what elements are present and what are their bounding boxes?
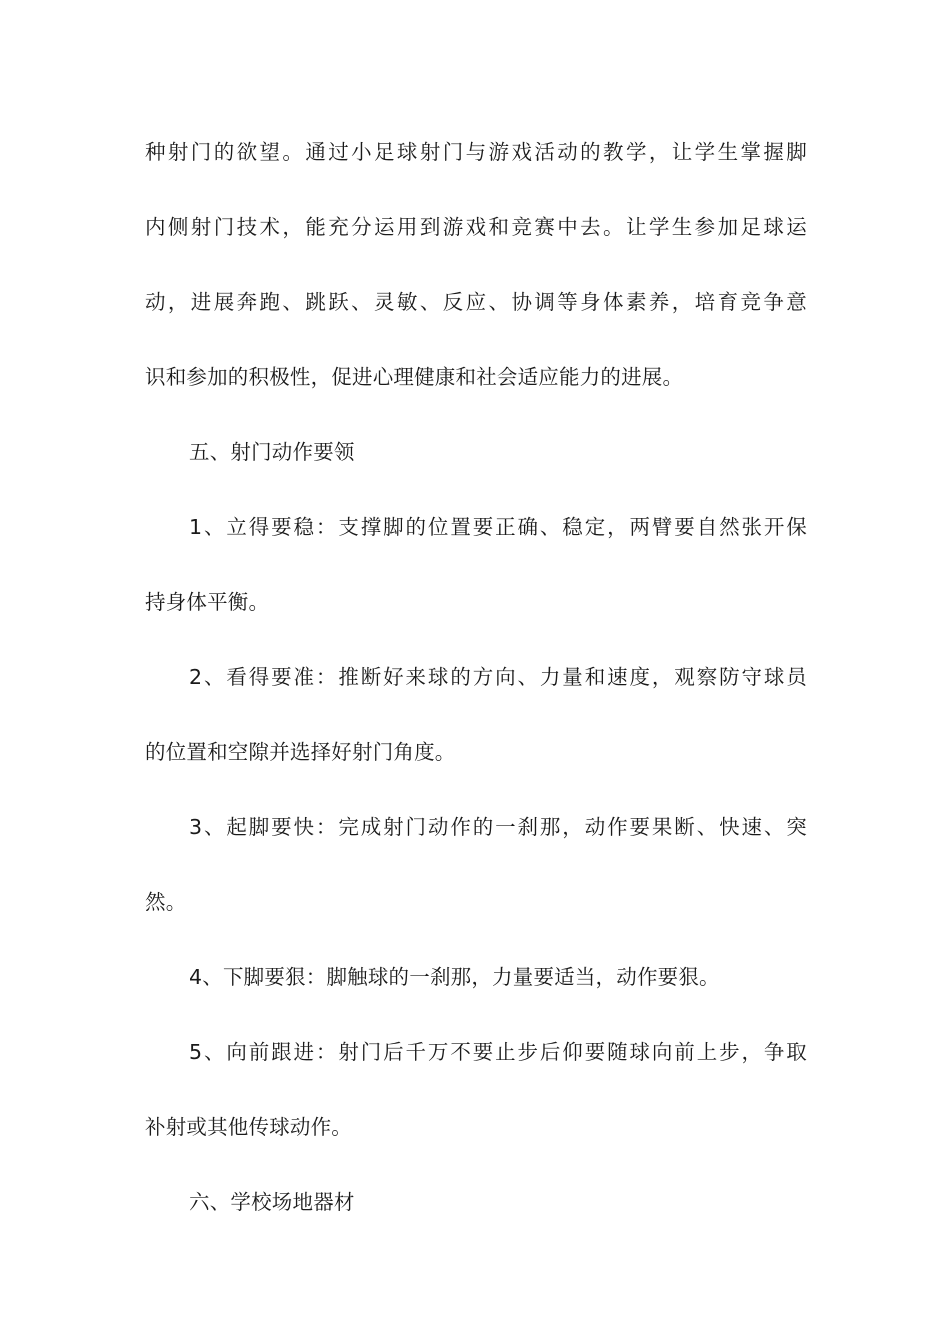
paragraph-line: 种射门的欲望。通过小足球射门与游戏活动的教学，让学生掌握脚 — [145, 140, 807, 164]
list-item-line: 持身体平衡。 — [145, 590, 270, 614]
paragraph-line: 动，进展奔跑、跳跃、灵敏、反应、协调等身体素养，培育竞争意 — [145, 290, 807, 314]
list-item-line: 2、看得要准：推断好来球的方向、力量和速度，观察防守球员 — [189, 665, 807, 689]
document-body — [145, 132, 807, 1257]
list-item-line: 4、下脚要狠：脚触球的一刹那，力量要适当，动作要狠。 — [189, 965, 720, 989]
list-item-line: 然。 — [145, 890, 187, 914]
list-item-line: 的位置和空隙并选择好射门角度。 — [145, 740, 456, 764]
list-item-line: 3、起脚要快：完成射门动作的一刹那，动作要果断、快速、突 — [189, 815, 807, 839]
list-item-line: 1、立得要稳：支撑脚的位置要正确、稳定，两臂要自然张开保 — [189, 515, 807, 539]
paragraph-line: 识和参加的积极性，促进心理健康和社会适应能力的进展。 — [145, 365, 684, 389]
list-item-line: 5、向前跟进：射门后千万不要止步后仰要随球向前上步，争取 — [189, 1040, 807, 1064]
list-item-line: 补射或其他传球动作。 — [145, 1115, 352, 1139]
section-heading: 五、射门动作要领 — [189, 440, 355, 464]
section-heading: 六、学校场地器材 — [189, 1190, 355, 1214]
paragraph-line: 内侧射门技术，能充分运用到游戏和竞赛中去。让学生参加足球运 — [145, 215, 807, 239]
